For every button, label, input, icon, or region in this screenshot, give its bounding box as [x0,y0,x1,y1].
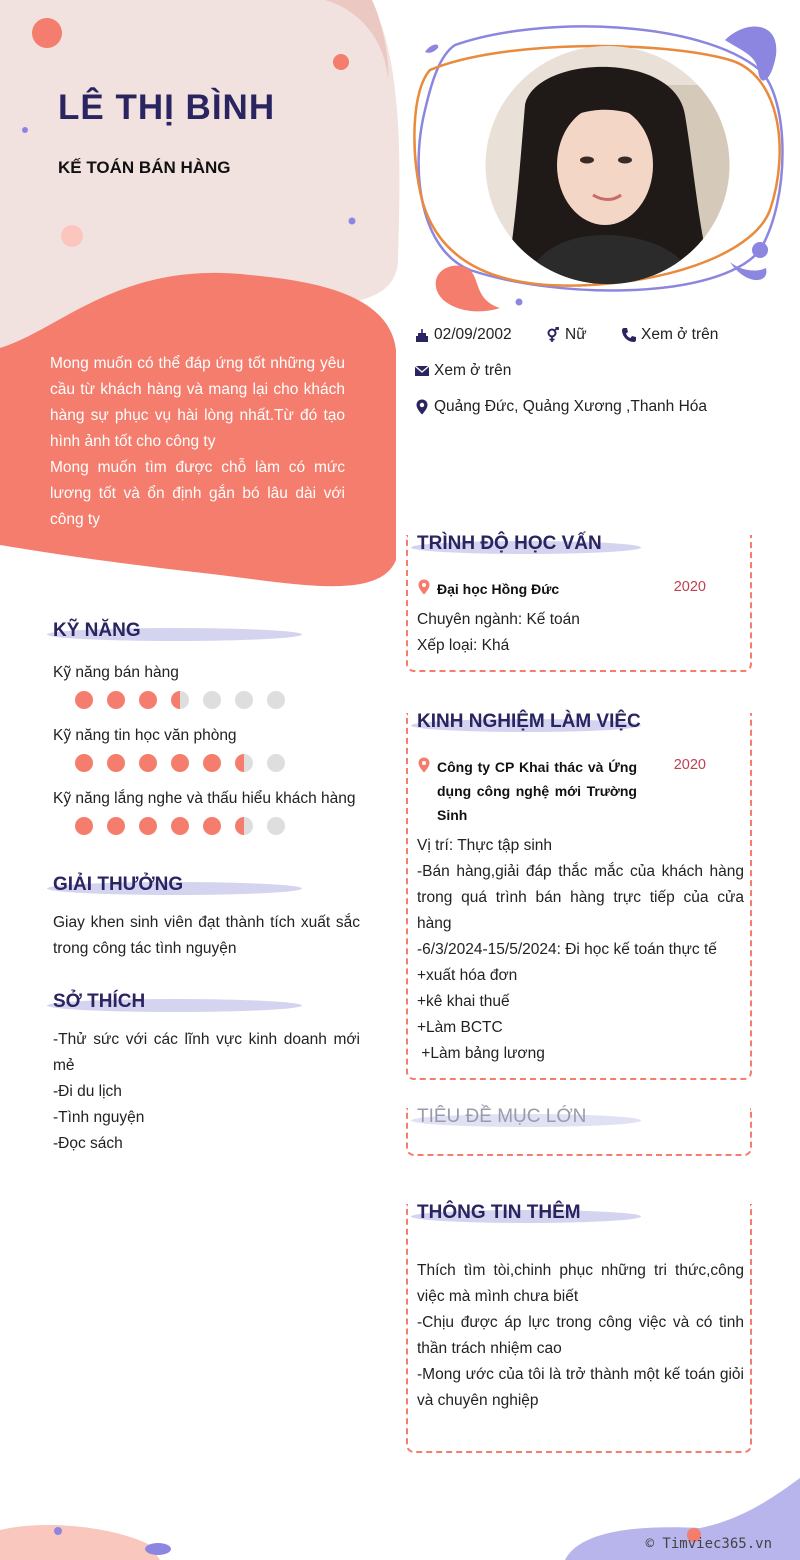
rating-dot [171,754,189,772]
experience-title: KINH NGHIỆM LÀM VIỆC [417,711,641,732]
location-pin-icon [417,757,431,773]
rating-dot [75,754,93,772]
rating-dot [203,691,221,709]
skill-rating [75,691,360,709]
career-objective [50,351,345,533]
candidate-name: LÊ THỊ BÌNH [58,88,276,127]
hobby-line: -Thử sức với các lĩnh vực kinh doanh mới mẻ [53,1031,360,1074]
rating-dot [107,754,125,772]
objective-line: Mong muốn tìm được chỗ làm có mức lương tốt và ổn định gắn bó lâu dài với công ty [50,459,345,528]
section-title [417,1106,744,1132]
hobbies-title: SỞ THÍCH [53,991,146,1012]
section-title [53,620,360,646]
section-title [417,533,744,559]
education-year: 2020 [673,579,706,595]
extra-info-section [406,1204,752,1453]
hobby-line: -Đi du lịch [53,1083,122,1100]
extra-line: -Mong ước của tôi là trở thành một kế toán giỏi và chuyên nghiệp [417,1366,744,1409]
experience-line: +kê khai thuế [417,993,510,1010]
gender-icon [545,327,561,343]
hobbies-section [53,991,360,1157]
birthday-field [414,326,512,344]
skills-title: KỸ NĂNG [53,620,141,641]
awards-section [53,874,360,962]
avatar [485,45,730,285]
skill-item [53,664,360,709]
hobby-line: -Đọc sách [53,1135,123,1152]
section-title [53,991,360,1017]
education-section [406,535,752,672]
rating-dot [139,691,157,709]
gender-value: Nữ [565,326,587,343]
experience-line: -Bán hàng,giải đáp thắc mắc của khách hàng trong quá trình bán hàng trực tiếp của cửa hàng [417,863,744,932]
skill-item [53,727,360,772]
rating-dot [267,691,285,709]
phone-field [621,326,718,344]
section-title [53,874,360,900]
rating-dot [267,754,285,772]
experience-line: -6/3/2024-15/5/2024: Đi học kế toán thực tế [417,941,717,958]
skill-rating [75,817,360,835]
awards-text: Giay khen sinh viên đạt thành tích xuất sắc trong công tác tình nguyện [53,914,360,957]
email-value: Xem ở trên [434,362,512,379]
skills-list [53,664,360,835]
rating-dot [235,817,253,835]
address-value: Quảng Đức, Quảng Xương ,Thanh Hóa [434,398,708,415]
purple-drop [425,45,438,53]
rating-dot [203,817,221,835]
education-line: Chuyên ngành: Kế toán [417,611,580,628]
experience-line: Vị trí: Thực tập sinh [417,837,553,854]
watermark: © Timviec365.vn [645,1536,772,1552]
education-title: TRÌNH ĐỘ HỌC VẤN [417,533,602,554]
phone-value: Xem ở trên [641,326,719,343]
rating-dot [235,691,253,709]
rating-dot [171,691,189,709]
gender-field [545,326,587,344]
school-name: Đại học Hồng Đức [437,581,560,597]
location-pin-icon [417,579,431,595]
rating-dot [267,817,285,835]
purple-crescent [730,262,766,280]
rating-dot [75,817,93,835]
rating-dot [107,817,125,835]
company-name: Công ty CP Khai thác và Ứng dụng công nghệ mới Trường Sinh [437,759,637,823]
rating-dot [139,754,157,772]
extra-line: Thích tìm tòi,chinh phục những tri thức,công việc mà mình chưa biết [417,1262,744,1305]
skills-section [53,620,360,835]
extra-line: -Chịu được áp lực trong công việc và có tinh thần trách nhiệm cao [417,1314,744,1357]
placeholder-title: TIÊU ĐỀ MỤC LỚN [417,1106,587,1127]
extra-title: THÔNG TIN THÊM [417,1202,581,1223]
address-field [414,398,707,416]
rating-dot [107,691,125,709]
rating-dot [235,754,253,772]
email-field [414,362,511,380]
section-title [417,1202,744,1228]
birthday-value: 02/09/2002 [434,326,512,343]
experience-line: +xuất hóa đơn [417,967,518,984]
education-line: Xếp loại: Khá [417,637,510,654]
objective-line: Mong muốn có thể đáp ứng tốt những yêu cầu từ khách hàng và mang lại cho khách hàng sự phục vụ hài lòng nhất.Từ đó tạo hình ảnh tốt cho công ty [50,355,345,450]
phone-icon [621,327,637,343]
location-pin-icon [414,399,430,415]
experience-year: 2020 [673,757,706,773]
placeholder-section [406,1108,752,1156]
rating-dot [171,817,189,835]
awards-title: GIẢI THƯỞNG [53,874,184,895]
experience-line: +Làm BCTC [417,1019,503,1036]
hobby-line: -Tình nguyện [53,1109,145,1126]
skill-name: Kỹ năng bán hàng [53,664,179,681]
rating-dot [203,754,221,772]
envelope-icon [414,363,430,379]
skill-rating [75,754,360,772]
experience-line: +Làm bảng lương [417,1045,545,1062]
skill-name: Kỹ năng tin học văn phòng [53,727,237,744]
cake-icon [414,327,430,343]
skill-item [53,790,360,835]
footer-blob-left [0,1525,160,1560]
rating-dot [139,817,157,835]
experience-section [406,713,752,1080]
rating-dot [75,691,93,709]
section-title [417,711,744,737]
skill-name: Kỹ năng lắng nghe và thấu hiểu khách hàng [53,790,356,807]
job-title: KẾ TOÁN BÁN HÀNG [58,158,231,177]
